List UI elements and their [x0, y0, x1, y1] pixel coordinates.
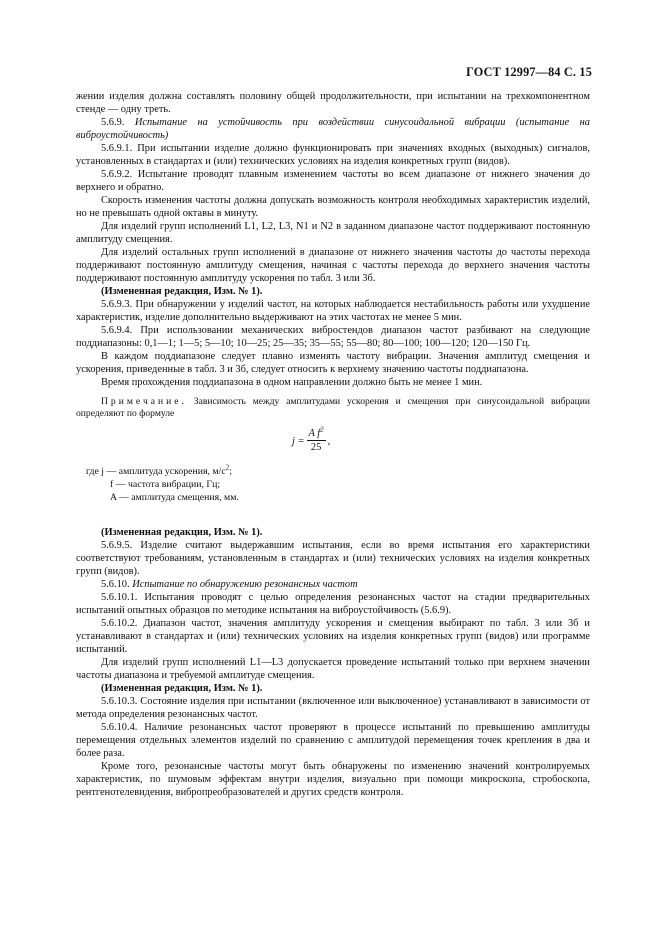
- formula-definitions: [76, 466, 590, 504]
- page-header: ГОСТ 12997—84 С. 15: [466, 65, 592, 79]
- paragraph: 5.6.9.5. Изделие считают выдержавшим испытания, если во время испытания его характеристики соответствуют требованиям, установленным в стандартах и (или) технических условиях на изделия конкретных групп (видов).: [76, 540, 590, 578]
- note-label: Примечание.: [101, 396, 187, 407]
- paragraph: Для изделий групп исполнений L1, L2, L3, N1 и N2 в заданном диапазоне частот поддерживают постоянную амплитуду смещения.: [76, 221, 590, 245]
- paragraph: 5.6.10.2. Диапазон частот, значения амплитуду ускорения и смещения выбирают по табл. 3 или 3б и устанавливают в стандартах и (или) технических условиях на изделия конкретных групп (видов) или программе испытаний.: [76, 618, 590, 656]
- definition-j-exponent: 2: [225, 464, 230, 473]
- amendment-note: (Измененная редакция, Изм. № 1).: [101, 286, 263, 297]
- definition-j: где j — амплитуда ускорения, м/с: [86, 466, 226, 478]
- paragraph: В каждом поддиапазоне следует плавно изменять частоту вибрации. Значения амплитуд смещения и ускорения, приведенные в табл. 3 и 3б, следует относить к верхнему значению частоты поддиапазона.: [76, 351, 590, 375]
- formula-fraction: [307, 425, 326, 454]
- paragraph: 5.6.10.1. Испытания проводят с целью определения резонансных частот на стадии предварительных испытаний опытных образцов по методике испытания на виброустойчивость (5.6.9).: [76, 592, 590, 617]
- note: [76, 396, 590, 420]
- formula-tail: ,: [327, 435, 331, 447]
- paragraph: Время прохождения поддиапазона в одном направлении должно быть не менее 1 мин.: [101, 377, 483, 388]
- formula-numerator: A f: [308, 428, 321, 440]
- paragraph: 5.6.10.4. Наличие резонансных частот проверяют в процессе испытаний по превышению амплитуды перемещения отдельных элементов изделий по сравнению с амплитудой перемещения точек крепления в два и более раза.: [76, 722, 590, 760]
- paragraph: Для изделий групп исполнений L1—L3 допускается проведение испытаний только при верхнем значении частоты диапазона и требуемой амплитуде смещения.: [76, 657, 590, 682]
- document-body: [76, 90, 590, 799]
- section-title: Испытание на устойчивость при воздействии синусоидальной вибрации (испытание на виброустойчивость): [76, 117, 590, 141]
- formula: [76, 422, 590, 462]
- formula-exponent: 2: [320, 425, 324, 434]
- paragraph: 5.6.9.1. При испытании изделие должно функционировать при значениях входных (выходных) сигналов, установленных в стандартах и (или) технических условиях на изделия конкретных групп (видов).: [76, 143, 590, 167]
- paragraph: 5.6.10.3. Состояние изделия при испытании (включенное или выключенное) устанавливают в зависимости от метода определения резонансных частот.: [76, 696, 590, 721]
- formula-lhs: j =: [292, 435, 305, 447]
- paragraph: Для изделий остальных групп исполнений в диапазоне от нижнего значения частоты до частоты перехода поддерживают постоянную амплитуду смещения, начиная с частоты перехода до верхнего значения частоты поддерживают постоянную амплитуду ускорения по табл. 3 или 3б.: [76, 247, 590, 284]
- paragraph: 5.6.9.2. Испытание проводят плавным изменением частоты во всем диапазоне от нижнего значения до верхнего и обратно.: [76, 169, 590, 193]
- section-number: 5.6.9.: [101, 117, 125, 128]
- amendment-note: (Измененная редакция, Изм. № 1).: [101, 527, 263, 539]
- formula-denominator: 25: [310, 442, 322, 454]
- paragraph: Скорость изменения частоты должна допускать возможность контроля необходимых характеристик изделий, но не превышать одной октавы в минуту.: [76, 195, 590, 219]
- section-number: 5.6.10.: [101, 579, 130, 591]
- amendment-note: (Измененная редакция, Изм. № 1).: [101, 683, 263, 695]
- paragraph: Кроме того, резонансные частоты могут быть обнаружены по изменению значений контролируемых характеристик, по шумовым эффектам внутри изделия, визуально при помощи микроскопа, стробоскопа, рентгенотелевидения, вибропреобразователей и других средств контроля.: [76, 761, 590, 799]
- section-heading: [76, 578, 590, 591]
- section-heading: [76, 116, 590, 142]
- note-text: Зависимость между амплитудами ускорения и смещения при синусоидальной вибрации определяют по формуле: [76, 396, 590, 420]
- paragraph: 5.6.9.4. При использовании механических вибростендов диапазон частот разбивают на следующие поддиапазоны: 0,1—1; 1—5; 5—10; 10—25; 25—35; 35—55; 55—80; 80—100; 100—120; 120—150 Гц.: [76, 325, 590, 349]
- definition-a: A — амплитуда смещения, мм.: [110, 491, 239, 503]
- paragraph: 5.6.9.3. При обнаружении у изделий частот, на которых наблюдается нестабильность работы или ухудшение характеристик, изделие дополнительно выдерживают на этих частотах не менее 5 мин.: [76, 299, 590, 323]
- paragraph: жении изделия должна составлять половину общей продолжительности, при испытании на трехкомпонентном стенде — одну треть.: [76, 91, 590, 115]
- section-title: Испытание по обнаружению резонансных частот: [132, 579, 358, 591]
- definition-f: f — частота вибрации, Гц;: [110, 479, 221, 490]
- definition-j-tail: ;: [229, 466, 232, 478]
